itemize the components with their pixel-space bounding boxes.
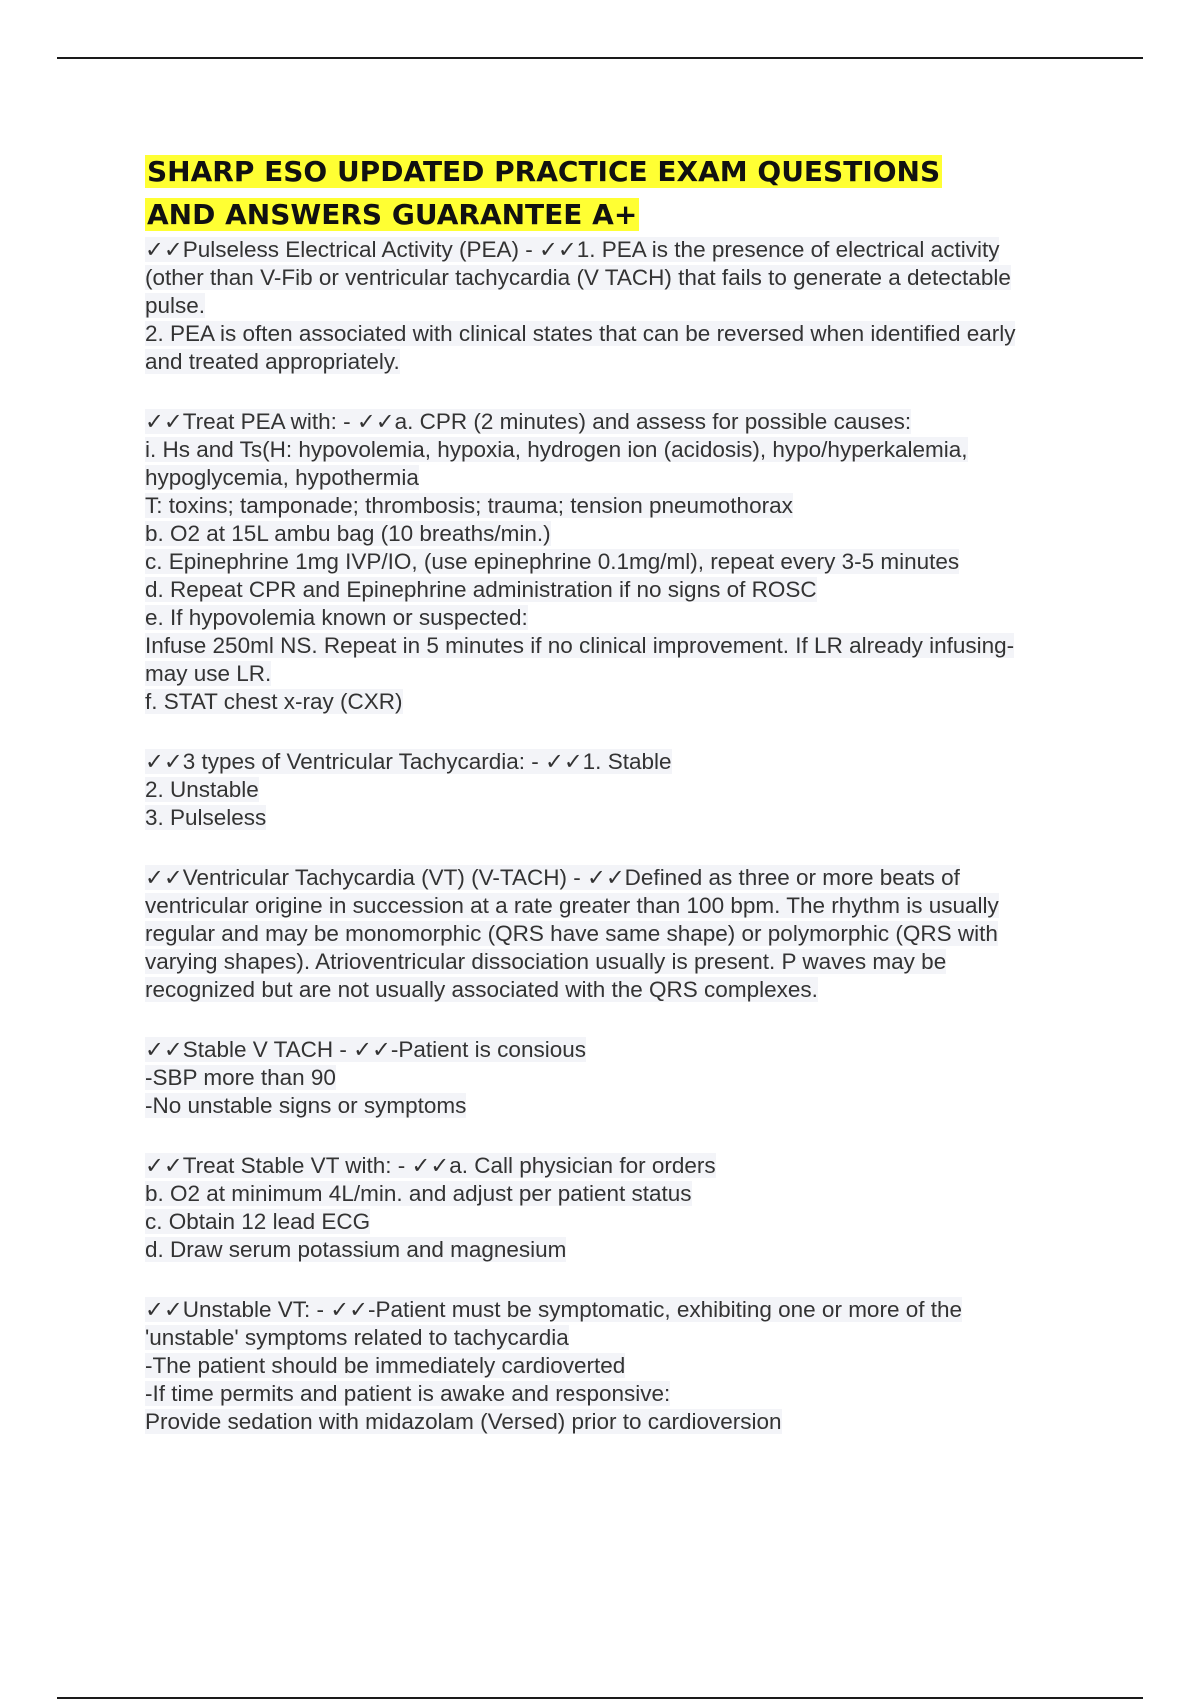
qa-line (145, 1352, 1095, 1380)
qa-line-text: 3. Pulseless (145, 805, 267, 830)
qa-line-text: Infuse 250ml NS. Repeat in 5 minutes if no clinical improvement. If LR already infusing- (145, 633, 1015, 658)
document-title (145, 150, 1095, 236)
qa-line-text: b. O2 at minimum 4L/min. and adjust per patient status (145, 1181, 692, 1206)
qa-line (145, 1092, 1095, 1120)
qa-line-text: -If time permits and patient is awake and responsive: (145, 1381, 671, 1406)
qa-line (145, 660, 1095, 688)
qa-line (145, 320, 1095, 348)
qa-line-text: regular and may be monomorphic (QRS have same shape) or polymorphic (QRS with (145, 921, 998, 946)
qa-line-text: recognized but are not usually associated with the QRS complexes. (145, 977, 818, 1002)
qa-block (145, 1036, 1095, 1120)
qa-line-text: ✓✓Ventricular Tachycardia (VT) (V-TACH) - ✓✓Defined as three or more beats of (145, 865, 960, 890)
qa-line-text: ✓✓Treat Stable VT with: - ✓✓a. Call physician for orders (145, 1153, 716, 1178)
qa-line-text: -The patient should be immediately cardioverted (145, 1353, 626, 1378)
qa-block (145, 748, 1095, 832)
qa-line-text: T: toxins; tamponade; thrombosis; trauma; tension pneumothorax (145, 493, 793, 518)
qa-line-text: may use LR. (145, 661, 272, 686)
qa-line-text: hypoglycemia, hypothermia (145, 465, 419, 490)
qa-line (145, 1036, 1095, 1064)
qa-line (145, 492, 1095, 520)
qa-block (145, 864, 1095, 1004)
qa-line-text: and treated appropriately. (145, 349, 400, 374)
qa-line-text: e. If hypovolemia known or suspected: (145, 605, 528, 630)
qa-line (145, 1180, 1095, 1208)
qa-line (145, 1380, 1095, 1408)
qa-line (145, 292, 1095, 320)
qa-line (145, 1236, 1095, 1264)
title-line-1: SHARP ESO UPDATED PRACTICE EXAM QUESTIONS (147, 155, 941, 188)
qa-line-text: ✓✓Pulseless Electrical Activity (PEA) - ✓✓1. PEA is the presence of electrical activity (145, 237, 1000, 262)
qa-line-text: 2. Unstable (145, 777, 259, 802)
qa-line-text: b. O2 at 15L ambu bag (10 breaths/min.) (145, 521, 551, 546)
qa-line (145, 604, 1095, 632)
qa-line-text: 2. PEA is often associated with clinical states that can be reversed when identified early (145, 321, 1016, 346)
qa-line-text: -SBP more than 90 (145, 1065, 336, 1090)
qa-line (145, 748, 1095, 776)
qa-line (145, 948, 1095, 976)
title-line-2: AND ANSWERS GUARANTEE A+ (147, 198, 638, 231)
qa-line (145, 976, 1095, 1004)
qa-line (145, 920, 1095, 948)
qa-line (145, 236, 1095, 264)
document-body (145, 150, 1095, 1468)
qa-line (145, 1064, 1095, 1092)
qa-block (145, 236, 1095, 376)
qa-block (145, 1152, 1095, 1264)
qa-line-text: ✓✓Treat PEA with: - ✓✓a. CPR (2 minutes) and assess for possible causes: (145, 409, 912, 434)
qa-line-text: f. STAT chest x-ray (CXR) (145, 689, 403, 714)
qa-block (145, 1296, 1095, 1436)
qa-line (145, 1324, 1095, 1352)
qa-line-text: ✓✓3 types of Ventricular Tachycardia: - ✓✓1. Stable (145, 749, 672, 774)
qa-line-text: c. Epinephrine 1mg IVP/IO, (use epinephrine 0.1mg/ml), repeat every 3-5 minutes (145, 549, 960, 574)
qa-line (145, 632, 1095, 660)
qa-line (145, 520, 1095, 548)
qa-line-text: i. Hs and Ts(H: hypovolemia, hypoxia, hydrogen ion (acidosis), hypo/hyperkalemia, (145, 437, 968, 462)
qa-line (145, 464, 1095, 492)
qa-line-text: pulse. (145, 293, 206, 318)
qa-line-text: ventricular origine in succession at a rate greater than 100 bpm. The rhythm is usually (145, 893, 999, 918)
qa-line (145, 576, 1095, 604)
qa-block (145, 408, 1095, 716)
qa-line (145, 264, 1095, 292)
qa-line-text: varying shapes). Atrioventricular dissociation usually is present. P waves may be (145, 949, 947, 974)
qa-line-text: Provide sedation with midazolam (Versed) prior to cardioversion (145, 1409, 782, 1434)
qa-line-text: d. Draw serum potassium and magnesium (145, 1237, 567, 1262)
qa-line-text: ✓✓Stable V TACH - ✓✓-Patient is consious (145, 1037, 586, 1062)
qa-list (145, 236, 1095, 1436)
qa-line (145, 348, 1095, 376)
qa-line (145, 1152, 1095, 1180)
qa-line-text: d. Repeat CPR and Epinephrine administration if no signs of ROSC (145, 577, 817, 602)
qa-line (145, 776, 1095, 804)
footer-rule (57, 1697, 1143, 1699)
qa-line (145, 1208, 1095, 1236)
qa-line-text: ✓✓Unstable VT: - ✓✓-Patient must be symptomatic, exhibiting one or more of the (145, 1297, 962, 1322)
qa-line (145, 408, 1095, 436)
qa-line (145, 892, 1095, 920)
qa-line (145, 1296, 1095, 1324)
qa-line-text: c. Obtain 12 lead ECG (145, 1209, 371, 1234)
header-rule (57, 57, 1143, 59)
qa-line (145, 688, 1095, 716)
qa-line (145, 864, 1095, 892)
qa-line (145, 436, 1095, 464)
qa-line-text: 'unstable' symptoms related to tachycardia (145, 1325, 569, 1350)
qa-line (145, 548, 1095, 576)
qa-line-text: (other than V-Fib or ventricular tachycardia (V TACH) that fails to generate a detectable (145, 265, 1011, 290)
qa-line (145, 804, 1095, 832)
qa-line-text: -No unstable signs or symptoms (145, 1093, 467, 1118)
qa-line (145, 1408, 1095, 1436)
